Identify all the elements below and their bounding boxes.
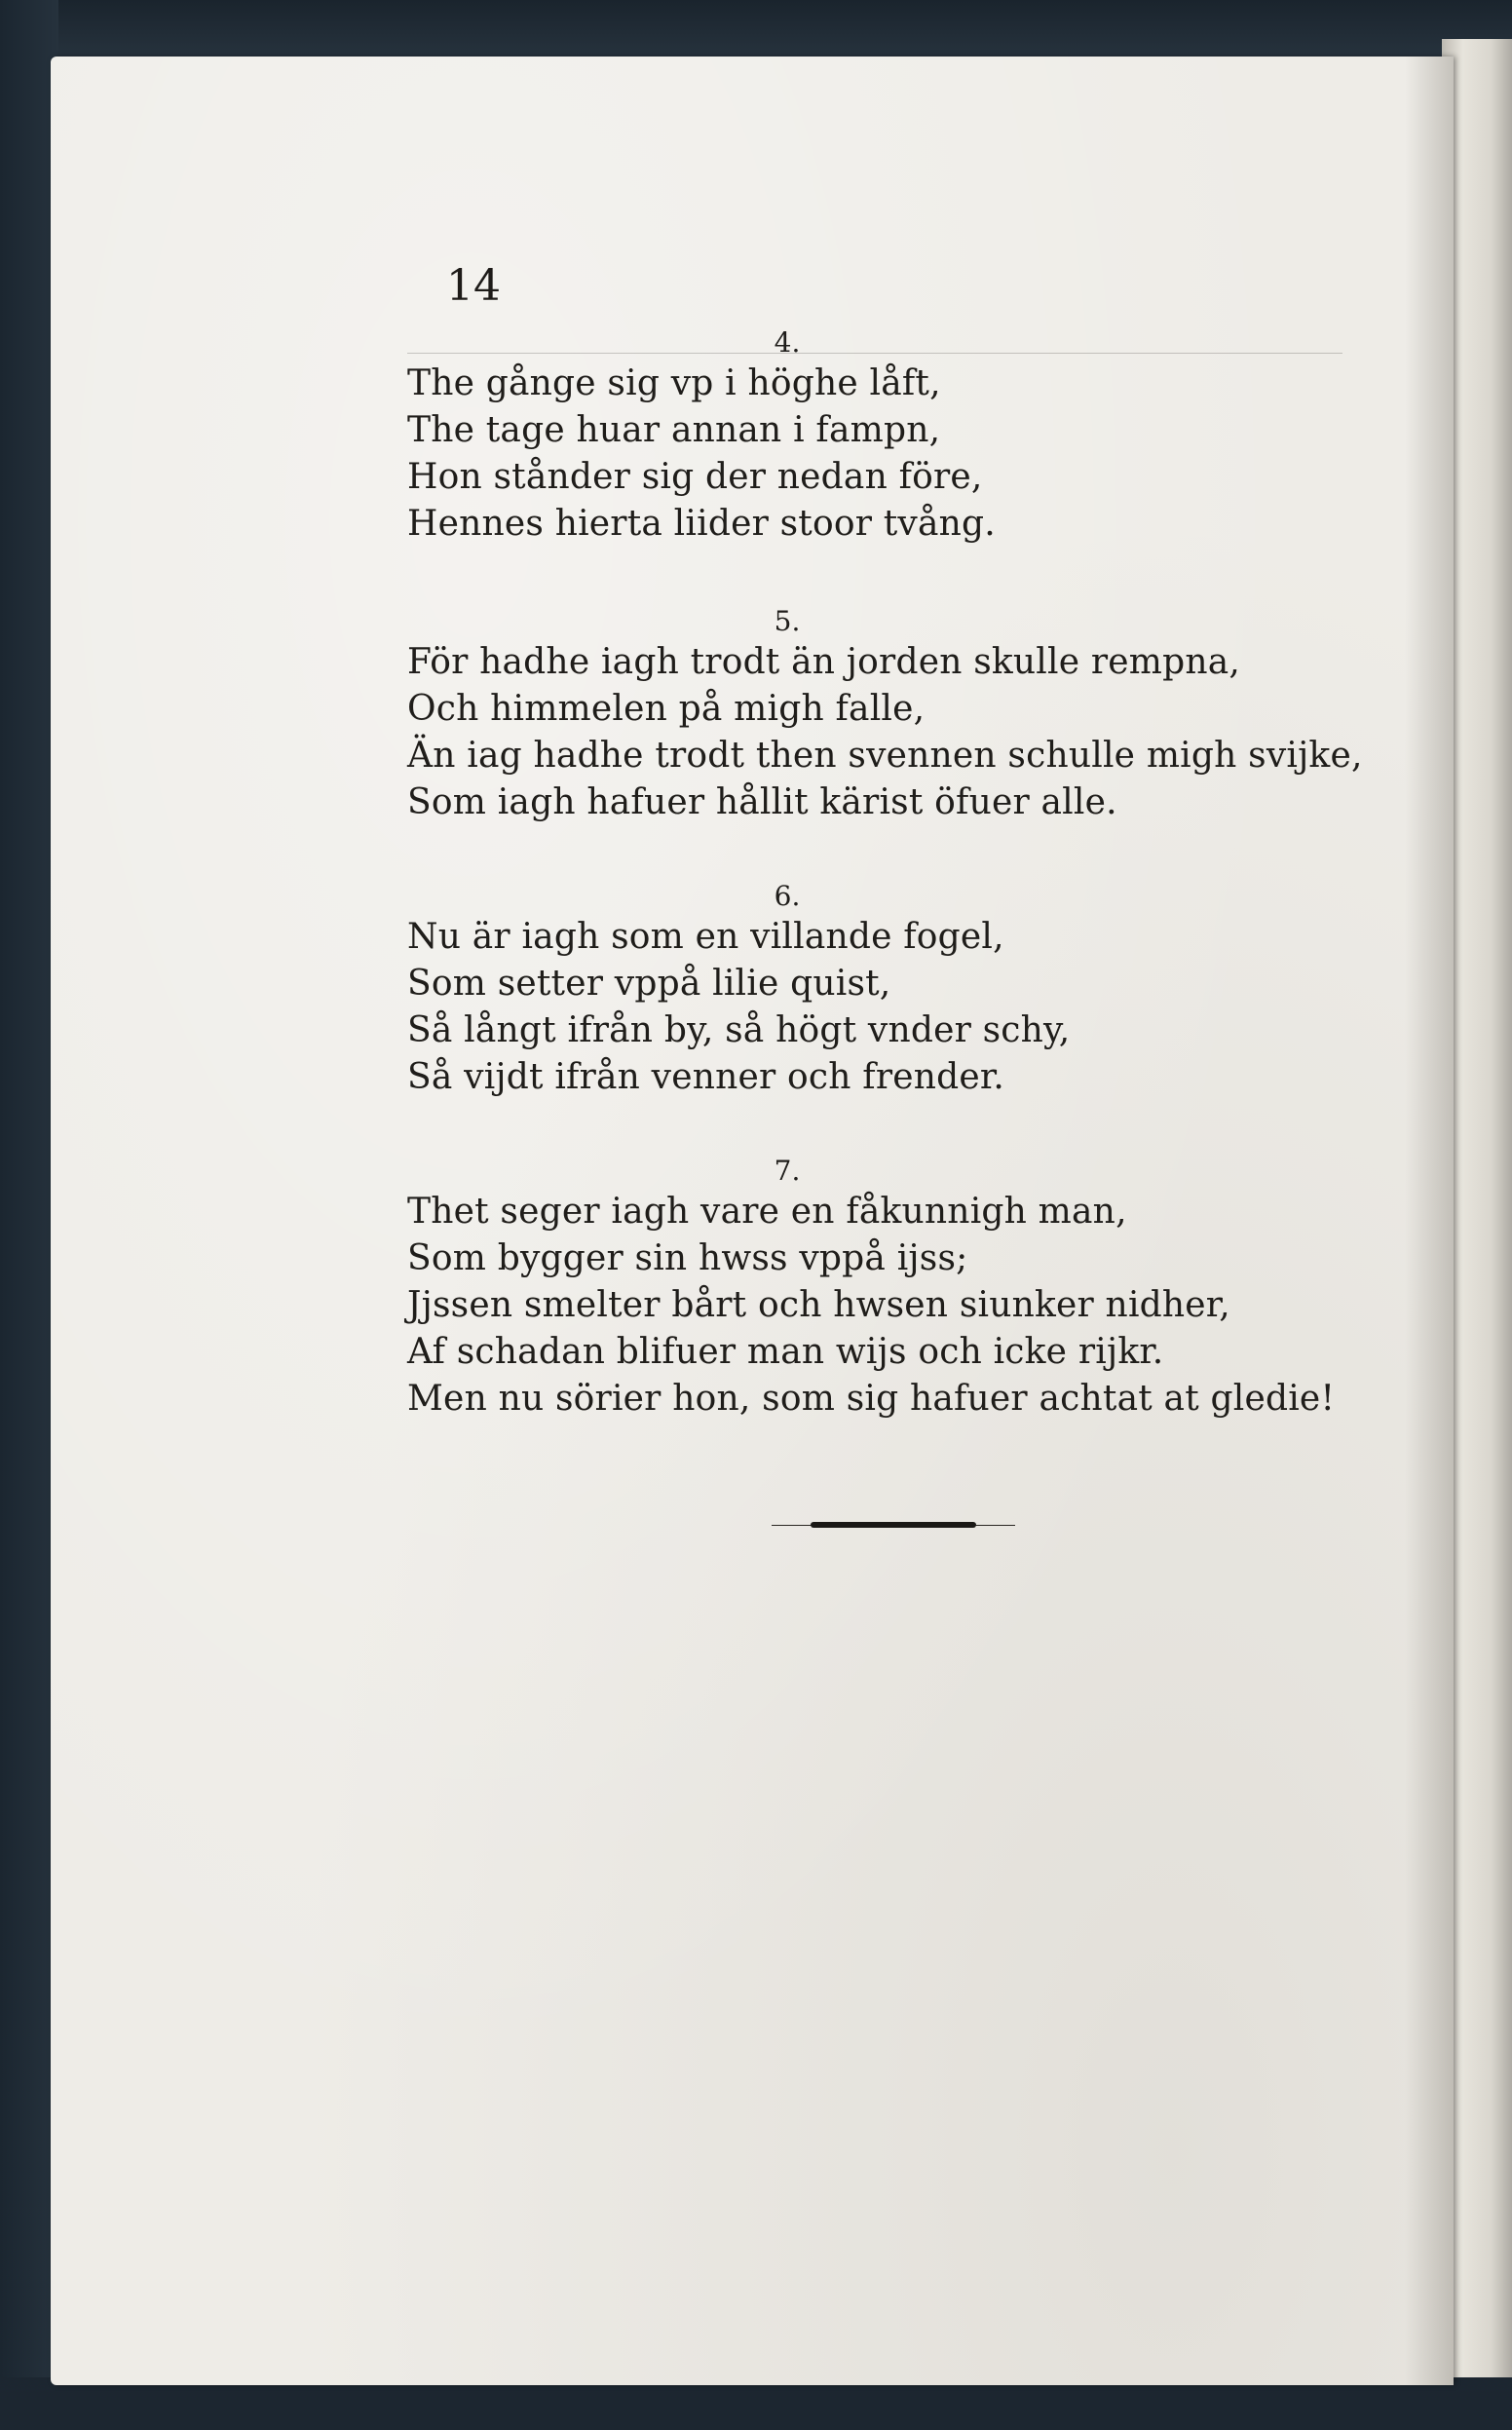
- scan-background-top: [0, 0, 1512, 60]
- closing-ornament-rule: [772, 1522, 1015, 1530]
- book-page: [51, 57, 1454, 2385]
- verse-line: Hon stånder sig der nedan före,: [407, 457, 983, 497]
- verse-line: För hadhe iagh trodt än jorden skulle rempna,: [407, 642, 1241, 682]
- page-number: 14: [446, 261, 501, 311]
- stanza-4: [407, 325, 1167, 548]
- verse-line: Än iag hadhe trodt then svennen schulle migh svijke,: [407, 736, 1363, 776]
- gutter-shadow: [1405, 57, 1454, 2385]
- stanza-7: [407, 1154, 1335, 1423]
- stanza-number: 6.: [774, 880, 801, 912]
- verse-line: Så vijdt ifrån venner och frender.: [407, 1057, 1004, 1097]
- verse-line: Och himmelen på migh falle,: [407, 689, 926, 729]
- verse-line: Af schadan blifuer man wijs och icke rijkr.: [407, 1332, 1164, 1372]
- stanza-number: 4.: [774, 326, 801, 359]
- stanza-number: 5.: [774, 605, 801, 637]
- verse-line: Nu är iagh som en villande fogel,: [407, 917, 1004, 957]
- stanza-number: 7.: [774, 1155, 801, 1187]
- scan-background-left: [0, 0, 58, 2430]
- scan-background-bottom: [0, 2377, 1512, 2430]
- stanza-6: [407, 879, 1167, 1101]
- verse-line: Hennes hierta liider stoor tvång.: [407, 504, 996, 544]
- verse-line: Som bygger sin hwss vppå ijss;: [407, 1238, 968, 1278]
- verse-line: Så långt ifrån by, så högt vnder schy,: [407, 1010, 1071, 1050]
- verse-line: Men nu sörier hon, som sig hafuer achtat at gledie!: [407, 1379, 1336, 1419]
- ornament-thick-swell: [811, 1522, 976, 1528]
- verse-line: Som setter vppå lilie quist,: [407, 964, 891, 1004]
- verse-line: The gånge sig vp i höghe låft,: [407, 363, 941, 403]
- verse-line: Jjssen smelter bårt och hwsen siunker nidher,: [407, 1285, 1230, 1325]
- verse-line: The tage huar annan i fampn,: [407, 410, 941, 450]
- verse-line: Som iagh hafuer hållit kärist öfuer alle.: [407, 782, 1117, 822]
- stanza-5: [407, 604, 1363, 826]
- verse-line: Thet seger iagh vare en fåkunnigh man,: [407, 1192, 1127, 1232]
